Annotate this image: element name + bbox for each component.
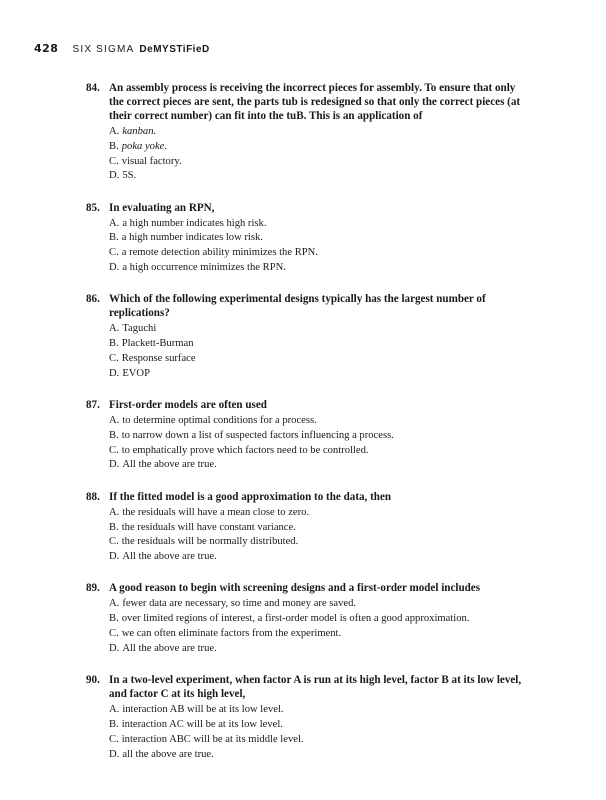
- option-letter: C.: [109, 628, 119, 640]
- answer-options: [109, 597, 526, 656]
- option-b: [109, 429, 526, 444]
- option-letter: B.: [109, 718, 119, 730]
- option-letter: D.: [109, 459, 120, 471]
- option-letter: B.: [109, 613, 119, 625]
- option-letter: C.: [109, 352, 119, 364]
- option-text: to emphatically prove which factors need to be controlled.: [121, 444, 369, 456]
- option-text: interaction ABC will be at its middle level.: [121, 733, 304, 745]
- question-number: 88.: [86, 490, 100, 503]
- option-text: All the above are true.: [122, 642, 217, 654]
- question-number: 86.: [86, 293, 100, 306]
- option-text: over limited regions of interest, a first-order model is often a good approximation.: [121, 613, 470, 625]
- option-a: [109, 125, 526, 140]
- option-text: fewer data are necessary, so time and money are saved.: [122, 598, 357, 610]
- option-a: [109, 703, 526, 718]
- option-d: [109, 550, 526, 565]
- option-letter: D.: [109, 748, 120, 760]
- option-a: [109, 414, 526, 429]
- option-d: [109, 642, 526, 657]
- option-text: to narrow down a list of suspected factors influencing a process.: [121, 429, 394, 441]
- answer-options: [109, 506, 526, 565]
- option-d: [109, 748, 526, 763]
- option-text: kanban.: [122, 126, 157, 137]
- book-brand: DeMYSTiFieD: [139, 44, 210, 55]
- option-text: interaction AC will be at its low level.: [121, 718, 283, 730]
- question-87: [86, 398, 526, 473]
- page-number: 428: [34, 42, 59, 55]
- option-letter: A.: [109, 217, 120, 229]
- option-c: [109, 627, 526, 642]
- question-number: 89.: [86, 582, 100, 595]
- option-letter: B.: [109, 338, 119, 350]
- question-84: [86, 81, 526, 184]
- option-text: the residuals will have a mean close to zero.: [122, 506, 310, 518]
- option-b: [109, 612, 526, 627]
- option-letter: B.: [109, 429, 119, 441]
- question-number: 85.: [86, 201, 100, 214]
- option-letter: A.: [109, 415, 120, 427]
- option-text: to determine optimal conditions for a process.: [122, 415, 317, 427]
- option-text: EVOP: [122, 367, 150, 379]
- option-a: [109, 322, 526, 337]
- option-text: All the above are true.: [122, 459, 217, 471]
- option-d: [109, 458, 526, 473]
- question-number: 87.: [86, 399, 100, 412]
- option-d: [109, 169, 526, 184]
- option-text: we can often eliminate factors from the experiment.: [121, 628, 342, 640]
- option-letter: B.: [109, 521, 119, 533]
- option-a: [109, 597, 526, 612]
- question-85: [86, 201, 526, 276]
- option-letter: C.: [109, 536, 119, 548]
- answer-options: [109, 217, 526, 276]
- option-text: the residuals will have constant variance.: [121, 521, 296, 533]
- option-letter: C.: [109, 733, 119, 745]
- answer-options: [109, 322, 526, 381]
- question-89: [86, 581, 526, 656]
- option-d: [109, 261, 526, 276]
- answer-options: [109, 703, 526, 762]
- option-text: poka yoke.: [121, 140, 168, 152]
- option-letter: A.: [109, 323, 120, 335]
- option-letter: D.: [109, 367, 120, 379]
- option-letter: C.: [109, 444, 119, 456]
- option-b: [109, 521, 526, 536]
- question-number: 90.: [86, 674, 100, 687]
- option-text: 5S.: [122, 170, 137, 182]
- question-text: If the fitted model is a good approximation to the data, then: [109, 490, 392, 503]
- option-text: All the above are true.: [122, 551, 217, 563]
- option-a: [109, 217, 526, 232]
- option-text: all the above are true.: [122, 748, 214, 760]
- option-text: Plackett-Burman: [121, 338, 194, 350]
- option-text: a remote detection ability minimizes the RPN.: [121, 247, 318, 259]
- option-c: [109, 444, 526, 459]
- option-letter: D.: [109, 262, 120, 274]
- option-b: [109, 718, 526, 733]
- option-letter: B.: [109, 140, 119, 152]
- option-text: visual factory.: [121, 155, 182, 167]
- option-b: [109, 337, 526, 352]
- option-letter: C.: [109, 247, 119, 259]
- option-c: [109, 535, 526, 550]
- question-text: In a two-level experiment, when factor A is run at its high level, factor B at its low level, and factor C at its high level,: [109, 674, 522, 701]
- option-letter: A.: [109, 704, 120, 716]
- option-letter: D.: [109, 551, 120, 563]
- question-text: A good reason to begin with screening designs and a first-order model includes: [109, 582, 481, 595]
- option-b: [109, 231, 526, 246]
- page-header: [34, 42, 210, 55]
- option-c: [109, 246, 526, 261]
- question-text: An assembly process is receiving the incorrect pieces for assembly. To ensure that only the correct pieces are sent, the parts tub is redesigned so that only the correct pieces (at their correct number) can fit into the tuB. This is an application of: [109, 82, 521, 122]
- option-text: interaction AB will be at its low level.: [122, 704, 284, 716]
- option-c: [109, 155, 526, 170]
- option-letter: D.: [109, 170, 120, 182]
- option-text: a high number indicates low risk.: [121, 232, 263, 244]
- option-letter: A.: [109, 598, 120, 610]
- question-86: [86, 292, 526, 381]
- option-d: [109, 367, 526, 382]
- option-c: [109, 352, 526, 367]
- option-c: [109, 733, 526, 748]
- question-number: 84.: [86, 82, 100, 94]
- option-letter: C.: [109, 155, 119, 167]
- option-text: Taguchi: [122, 323, 157, 335]
- question-text: First-order models are often used: [109, 399, 267, 412]
- option-text: Response surface: [121, 352, 196, 364]
- book-title: SIX SIGMA: [72, 44, 135, 55]
- option-text: a high occurrence minimizes the RPN.: [122, 262, 286, 274]
- option-text: the residuals will be normally distributed.: [121, 536, 299, 548]
- option-letter: A.: [109, 126, 120, 137]
- option-a: [109, 506, 526, 521]
- option-b: [109, 140, 526, 155]
- question-list: [86, 81, 526, 779]
- option-letter: B.: [109, 232, 119, 244]
- question-text: In evaluating an RPN,: [109, 201, 215, 214]
- question-90: [86, 673, 526, 762]
- question-88: [86, 490, 526, 565]
- option-text: a high number indicates high risk.: [122, 217, 267, 229]
- option-letter: D.: [109, 642, 120, 654]
- answer-options: [109, 125, 526, 184]
- answer-options: [109, 414, 526, 473]
- option-letter: A.: [109, 506, 120, 518]
- question-text: Which of the following experimental designs typically has the largest number of replications?: [109, 293, 486, 320]
